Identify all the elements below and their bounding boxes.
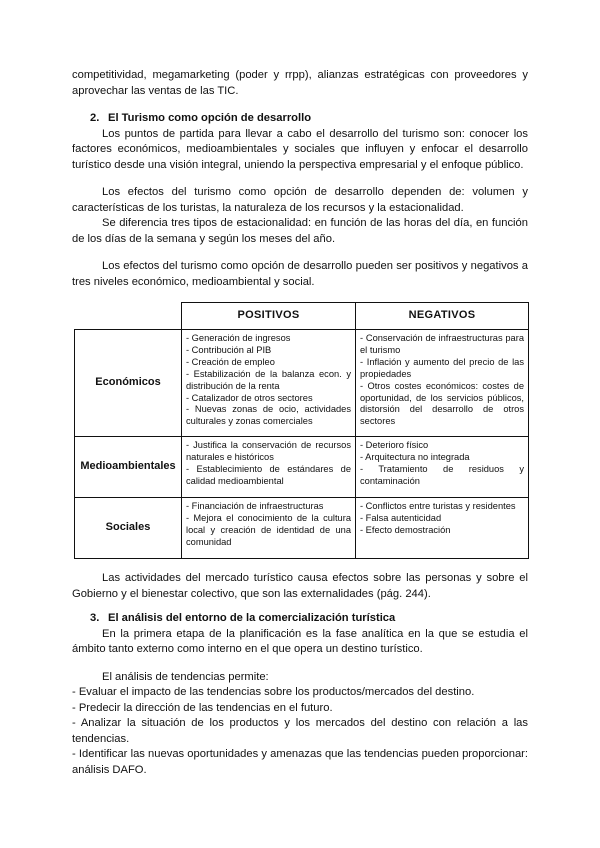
list-item: - Predecir la dirección de las tendencias en el futuro. <box>72 701 333 714</box>
table-header-row <box>75 303 529 330</box>
table-row <box>75 330 529 437</box>
list-item: - Justifica la conservación de recursos naturales e históricos <box>186 440 351 462</box>
section-2-paragraph-3: Se diferencia tres tipos de estacionalidad: en función de las horas del día, en función de los días de la semana y según los meses del año. <box>72 217 528 245</box>
table-row <box>75 437 529 498</box>
table-corner <box>75 303 182 330</box>
list-item: - Otros costes económicos: costes de oportunidad, de los servicios públicos, distorsión del desarrollo de otros sectores <box>360 380 524 427</box>
negative-cell-economicos <box>356 330 529 437</box>
section-3-heading <box>72 611 528 627</box>
list-item: - Tratamiento de residuos y contaminación <box>360 463 524 486</box>
row-label-economicos: Económicos <box>75 330 182 437</box>
list-item: - Financiación de infraestructuras <box>186 501 324 511</box>
section-3-title: El análisis del entorno de la comercialización turística <box>108 612 396 624</box>
positive-cell-medioambientales <box>182 437 356 498</box>
row-label-medioambientales: Medioambientales <box>75 437 182 498</box>
intro-paragraph: competitividad, megamarketing (poder y rrpp), alianzas estratégicas con proveedores y aprovechar las ventas de las TIC. <box>72 69 528 97</box>
positive-cell-sociales <box>182 498 356 559</box>
negative-cell-sociales <box>356 498 529 559</box>
effects-table <box>74 302 529 559</box>
positive-cell-economicos <box>182 330 356 437</box>
list-item: - Analizar la situación de los productos y los mercados del destino con relación a las tendencias. <box>72 717 528 745</box>
section-2-paragraph-4: Los efectos del turismo como opción de desarrollo pueden ser positivos y negativos a tres niveles económico, medioambiental y social. <box>72 260 528 288</box>
list-item: - Deterioro físico <box>360 440 429 450</box>
list-item: - Mejora el conocimiento de la cultura local y creación de identidad de una comunidad <box>186 512 351 547</box>
list-item: - Creación de empleo <box>186 356 275 367</box>
table-row <box>75 498 529 559</box>
list-item: - Establecimiento de estándares de calidad medioambiental <box>186 463 351 486</box>
after-table-paragraph: Las actividades del mercado turístico causa efectos sobre las personas y sobre el Gobierno y el bienestar colectivo, que son las externalidades (pág. 244). <box>72 572 528 600</box>
list-item: - Identificar las nuevas oportunidades y amenazas que las tendencias pueden proporcionar: análisis DAFO. <box>72 748 528 776</box>
section-2-title: El Turismo como opción de desarrollo <box>108 112 312 124</box>
list-item: - Catalizador de otros sectores <box>186 392 313 403</box>
header-negativos: NEGATIVOS <box>356 303 529 330</box>
list-item: - Efecto demostración <box>360 524 451 535</box>
list-item: - Generación de ingresos <box>186 333 291 343</box>
section-2-paragraph-1: Los puntos de partida para llevar a cabo el desarrollo del turismo son: conocer los factores económicos, medioambientales y sociales que influyen y enfocar el desarrollo turístico desde una visión integral, uniendo la perspectiva empresarial y el enfoque público. <box>72 127 528 171</box>
list-item: - Conflictos entre turistas y residentes <box>360 501 516 511</box>
list-item: - Evaluar el impacto de las tendencias sobre los productos/mercados del destino. <box>72 686 475 698</box>
list-item: - Arquitectura no integrada <box>360 451 470 462</box>
section-3-paragraph-1: En la primera etapa de la planificación es la fase analítica en la que se estudia el ámbito tanto externo como interno en el que opera un destino turístico. <box>72 627 528 655</box>
list-item: - Estabilización de la balanza econ. y distribución de la renta <box>186 368 351 391</box>
list-item: - Nuevas zonas de ocio, actividades culturales y zonas comerciales <box>186 404 351 427</box>
list-item: - Contribución al PIB <box>186 344 272 355</box>
document-page <box>72 68 528 778</box>
negative-cell-medioambientales <box>356 437 529 498</box>
list-item: - Conservación de infraestructuras para el turismo <box>360 333 524 355</box>
list-item: - Falsa autenticidad <box>360 512 442 523</box>
list-item: - Inflación y aumento del precio de las propiedades <box>360 356 524 379</box>
section-3-paragraph-2: El análisis de tendencias permite: <box>102 670 269 683</box>
row-label-sociales: Sociales <box>75 498 182 559</box>
section-2-heading <box>72 111 528 127</box>
section-2-number: 2. <box>90 112 100 124</box>
section-2-paragraph-2: Los efectos del turismo como opción de desarrollo dependen de: volumen y características de los turistas, la naturaleza de los recursos y la estacionalidad. <box>72 186 528 214</box>
section-3-number: 3. <box>90 612 100 624</box>
header-positivos: POSITIVOS <box>182 303 356 330</box>
